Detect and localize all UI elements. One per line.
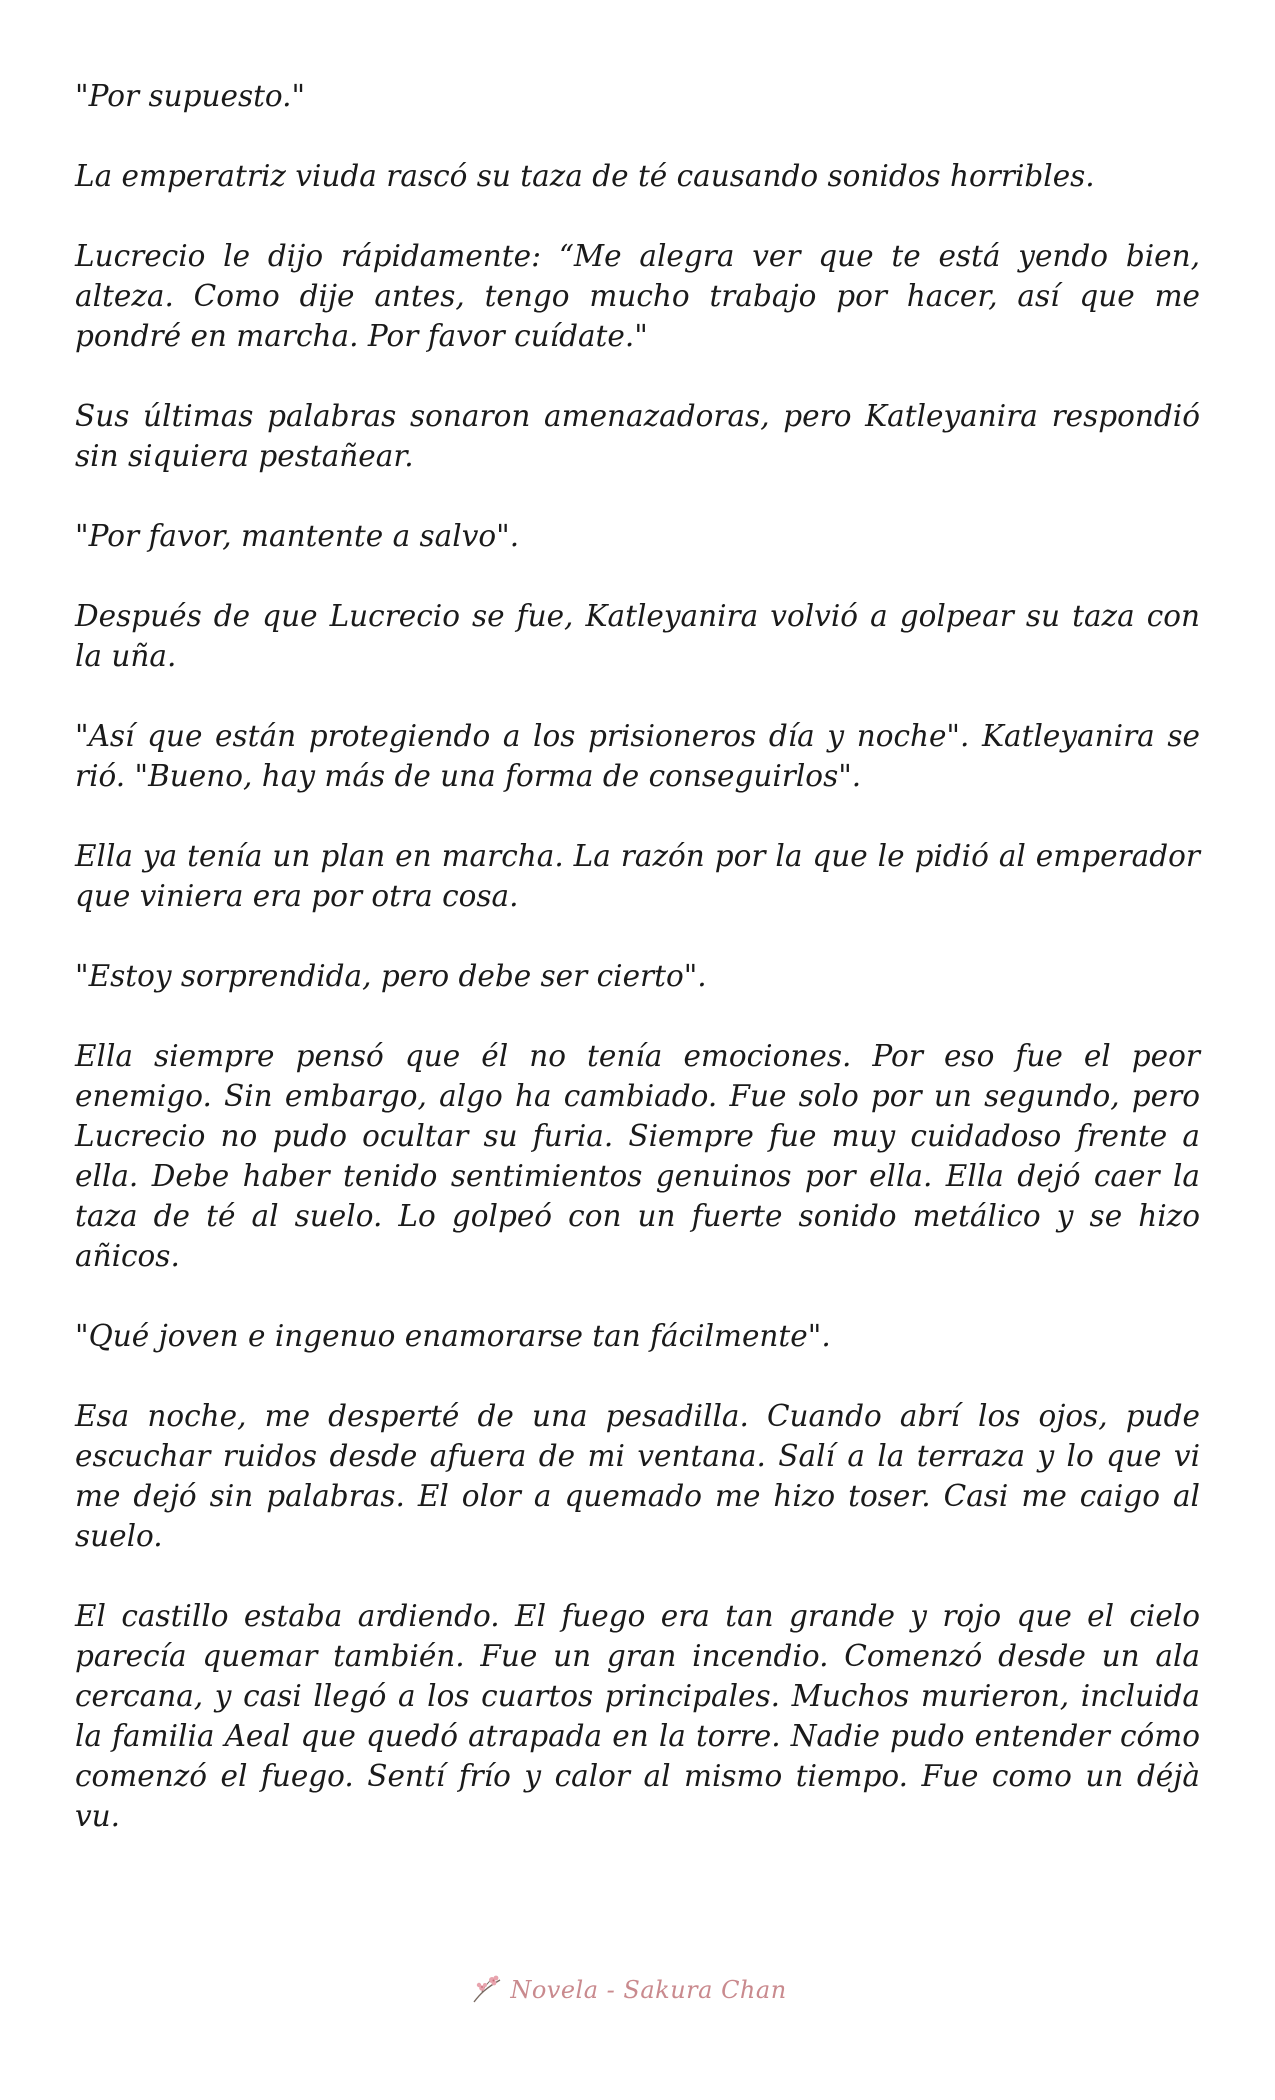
watermark xyxy=(470,1972,786,2008)
paragraph: Ella siempre pensó que él no tenía emociones. Por eso fue el peor enemigo. Sin embargo, algo ha cambiado. Fue solo por un segundo, pero Lucrecio no pudo ocultar su furia. Siempre fue muy cuidadoso frente a ella. Debe haber tenido sentimientos genuinos por ella. Ella dejó caer la taza de té al suelo. Lo golpeó con un fuerte sonido metálico y se hizo añicos. xyxy=(75,1039,1200,1273)
paragraph: Después de que Lucrecio se fue, Katleyanira volvió a golpear su taza con la uña. xyxy=(75,599,1200,673)
paragraph: Lucrecio le dijo rápidamente: “Me alegra ver que te está yendo bien, alteza. Como dije antes, tengo mucho trabajo por hacer, así que me pondré en marcha. Por favor cuídate." xyxy=(75,239,1200,353)
paragraph: El castillo estaba ardiendo. El fuego era tan grande y rojo que el cielo parecía quemar también. Fue un gran incendio. Comenzó desde un ala cercana, y casi llegó a los cuartos principales. Muchos murieron, incluida la familia Aeal que quedó atrapada en la torre. Nadie pudo entender cómo comenzó el fuego. Sentí frío y calor al mismo tiempo. Fue como un déjà vu. xyxy=(75,1599,1200,1833)
paragraph: "Por favor, mantente a salvo". xyxy=(75,519,520,553)
paragraph: "Qué joven e ingenuo enamorarse tan fácilmente". xyxy=(75,1319,831,1353)
paragraph: Sus últimas palabras sonaron amenazadoras, pero Katleyanira respondió sin siquiera pestañear. xyxy=(75,399,1200,473)
watermark-text: Novela - Sakura Chan xyxy=(510,1976,787,2004)
paragraph: "Así que están protegiendo a los prisioneros día y noche". Katleyanira se rió. "Bueno, hay más de una forma de conseguirlos". xyxy=(75,719,1200,793)
watermark-footer xyxy=(0,1968,1275,2012)
document-body xyxy=(75,76,1200,1876)
cherry-blossom-icon xyxy=(470,1972,504,2008)
paragraph: Esa noche, me desperté de una pesadilla. Cuando abrí los ojos, pude escuchar ruidos desde afuera de mi ventana. Salí a la terraza y lo que vi me dejó sin palabras. El olor a quemado me hizo toser. Casi me caigo al suelo. xyxy=(75,1399,1200,1553)
paragraph: Ella ya tenía un plan en marcha. La razón por la que le pidió al emperador que viniera era por otra cosa. xyxy=(75,839,1200,913)
paragraph: "Estoy sorprendida, pero debe ser cierto". xyxy=(75,959,707,993)
paragraph: La emperatriz viuda rascó su taza de té causando sonidos horribles. xyxy=(75,159,1095,193)
paragraph: "Por supuesto." xyxy=(75,79,306,113)
